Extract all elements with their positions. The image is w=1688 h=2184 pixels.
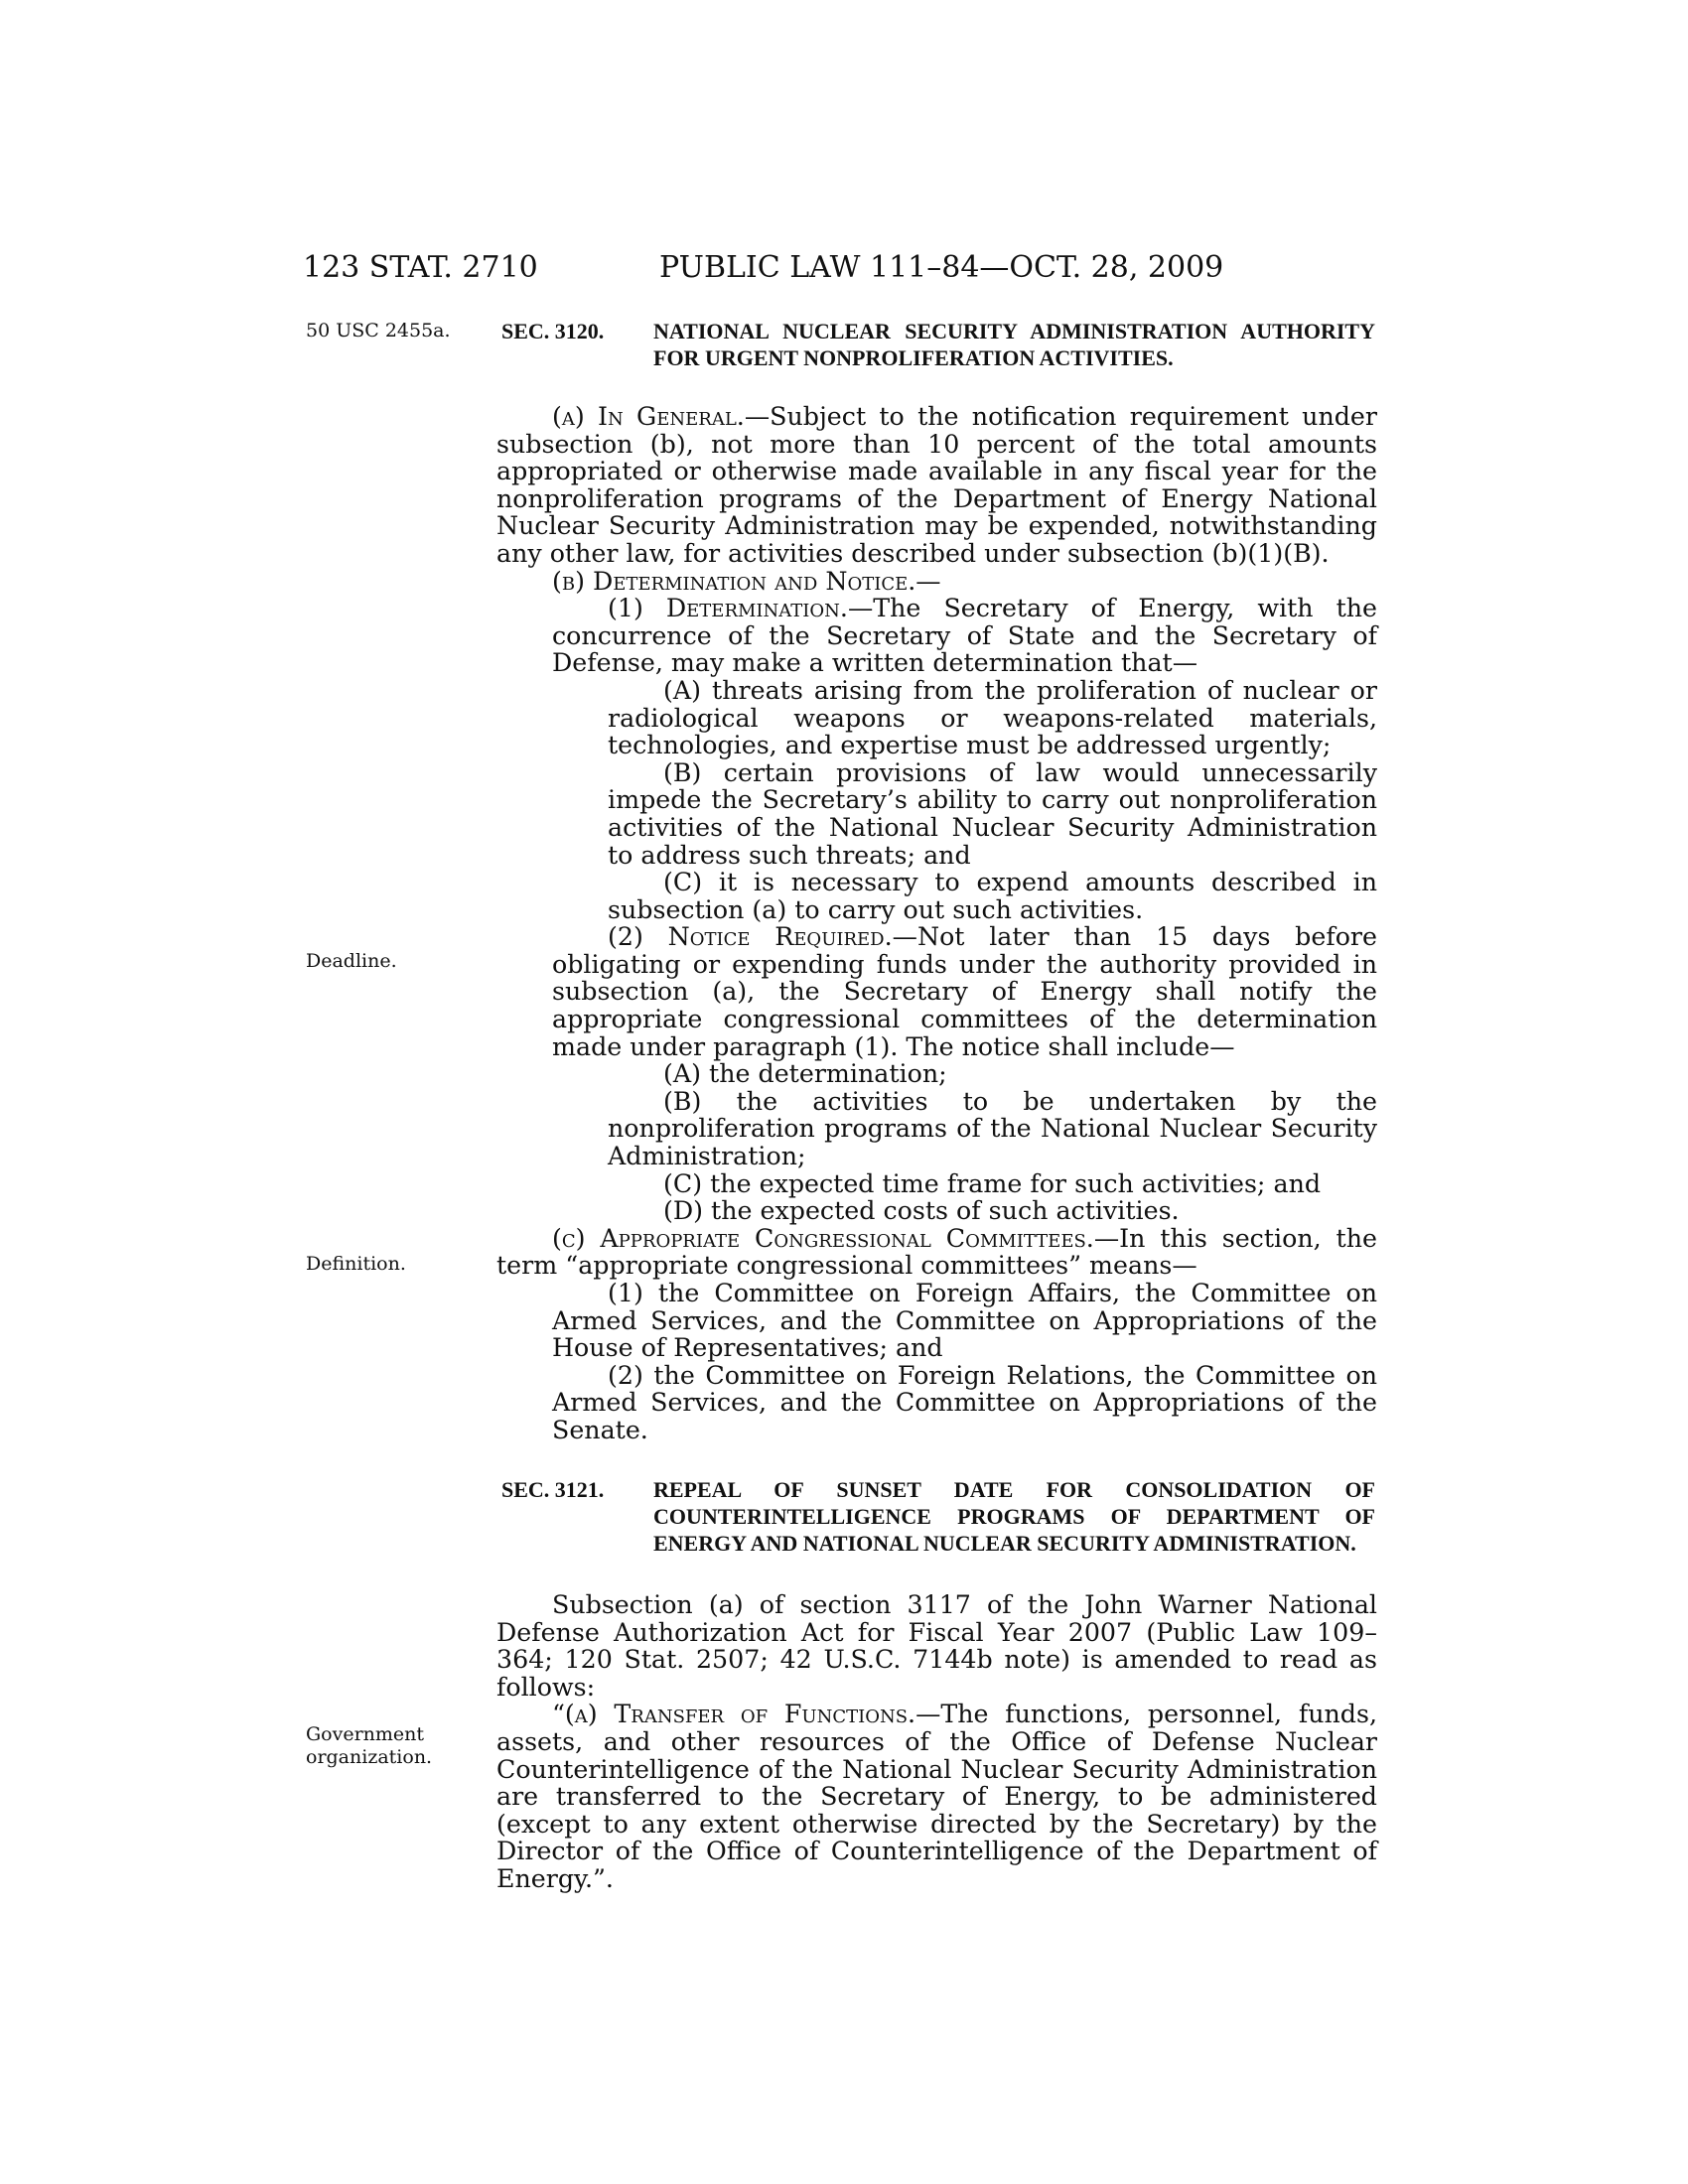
subsection-b-dash: —	[915, 566, 941, 596]
paragraph-b2-text: —Not later than 15 days before obligating or expending funds under the authority provided in subsection (a), the Secretary of Energy shall notify the appropriate congressional committees of the determination made under paragraph (1). The notice shall include—	[552, 922, 1377, 1061]
amended-subsection-a-heading: “(a) Transfer of Functions.	[552, 1700, 916, 1729]
subsection-a	[496, 403, 1377, 568]
paragraph-b1-heading: (1) Determination.	[608, 594, 848, 623]
deadline-note: Deadline.	[306, 950, 397, 972]
subparagraph-b1-B: (B) certain provisions of law would unnecessarily impede the Secretary’s ability to carry out nonproliferation activities of the National Nuclear Security Administration to address such threats; and	[608, 757, 1377, 870]
amended-subsection-a-text: —The functions, personnel, funds, assets, and other resources of the Office of Defense Nuclear Counterintelligence of the National Nuclear Security Administration are transferred to the Secretary of Energy, to be administered (except to any extent otherwise directed by the Secretary) by the Director of the Office of Counterintelligence of the Department of Energy.”.	[496, 1700, 1378, 1893]
section-3121-body	[496, 1591, 1377, 1893]
law-header: PUBLIC LAW 111–84—OCT. 28, 2009	[659, 250, 1224, 285]
section-3121-title: REPEAL OF SUNSET DATE FOR CONSOLIDATION OF COUNTERINTELLIGENCE PROGRAMS OF DEPARTMENT OF ENERGY AND NATIONAL NUCLEAR SECURITY ADMINISTRATION.	[653, 1477, 1375, 1556]
subsection-a-heading: (a) In General.	[552, 402, 745, 431]
definition-note: Definition.	[306, 1253, 406, 1275]
subsection-c-text: —In this section, the term “appropriate congressional committees” means—	[496, 1223, 1377, 1281]
section-3120-body	[496, 403, 1377, 1444]
subsection-b-heading: (b) Determination and Notice.	[552, 566, 916, 596]
government-organization-note	[306, 1723, 432, 1769]
subsection-a-text: —Subject to the notification requirement under subsection (b), not more than 10 percent of the total amounts appropriated or otherwise made available in any fiscal year for the nonproliferation programs of the Department of Energy National Nuclear Security Administration may be expended, notwithstanding any other law, for activities described under subsection (b)(1)(B).	[496, 402, 1377, 568]
section-3121-heading	[501, 1476, 1375, 1557]
subparagraph-b2-A: (A) the determination;	[663, 1059, 947, 1089]
subsection-c-heading: (c) Appropriate Congressional Committees.	[552, 1223, 1094, 1253]
gov-org-line2: organization.	[306, 1746, 433, 1768]
section-3120-number: SEC. 3120.	[501, 319, 605, 343]
section-3120-title: NATIONAL NUCLEAR SECURITY ADMINISTRATION AUTHORITY FOR URGENT NONPROLIFERATION ACTIVITIES.	[653, 319, 1375, 370]
subsection-c	[496, 1225, 1377, 1280]
subparagraph-b2-C: (C) the expected time frame for such activities; and	[663, 1168, 1322, 1198]
paragraph-c2: (2) the Committee on Foreign Relations, the Committee on Armed Services, and the Committee on Appropriations of the Senate.	[552, 1360, 1377, 1444]
subparagraph-b2-B: (B) the activities to be undertaken by the nonproliferation programs of the National Nuclear Security Administration;	[608, 1086, 1377, 1171]
subparagraph-b1-A: (A) threats arising from the proliferation of nuclear or radiological weapons or weapons-related materials, technologies, and expertise must be addressed urgently;	[608, 675, 1377, 760]
gov-org-line1: Government	[306, 1723, 425, 1745]
paragraph-b1-text: —The Secretary of Energy, with the concurrence of the Secretary of State and the Secretary of Defense, may make a written determination that—	[552, 594, 1377, 678]
paragraph-c1: (1) the Committee on Foreign Affairs, the Committee on Armed Services, and the Committee on Appropriations of the House of Representatives; and	[552, 1279, 1377, 1363]
section-3121-intro: Subsection (a) of section 3117 of the John Warner National Defense Authorization Act for Fiscal Year 2007 (Public Law 109–364; 120 Stat. 2507; 42 U.S.C. 7144b note) is amended to read as follows:	[496, 1590, 1377, 1702]
amended-subsection-a	[496, 1701, 1377, 1892]
section-3120-heading	[501, 318, 1375, 371]
section-3121-number: SEC. 3121.	[501, 1477, 605, 1502]
paragraph-b2	[496, 923, 1377, 1060]
paragraph-b2-heading: (2) Notice Required.	[608, 922, 893, 952]
paragraph-b1	[496, 595, 1377, 677]
usc-citation-note: 50 USC 2455a.	[306, 320, 451, 341]
stat-page-number: 123 STAT. 2710	[303, 250, 538, 285]
subsection-b-heading-line	[496, 568, 1377, 596]
subparagraph-b2-D: (D) the expected costs of such activities.	[663, 1196, 1180, 1226]
subparagraph-b1-C: (C) it is necessary to expend amounts described in subsection (a) to carry out such activities.	[608, 868, 1377, 924]
